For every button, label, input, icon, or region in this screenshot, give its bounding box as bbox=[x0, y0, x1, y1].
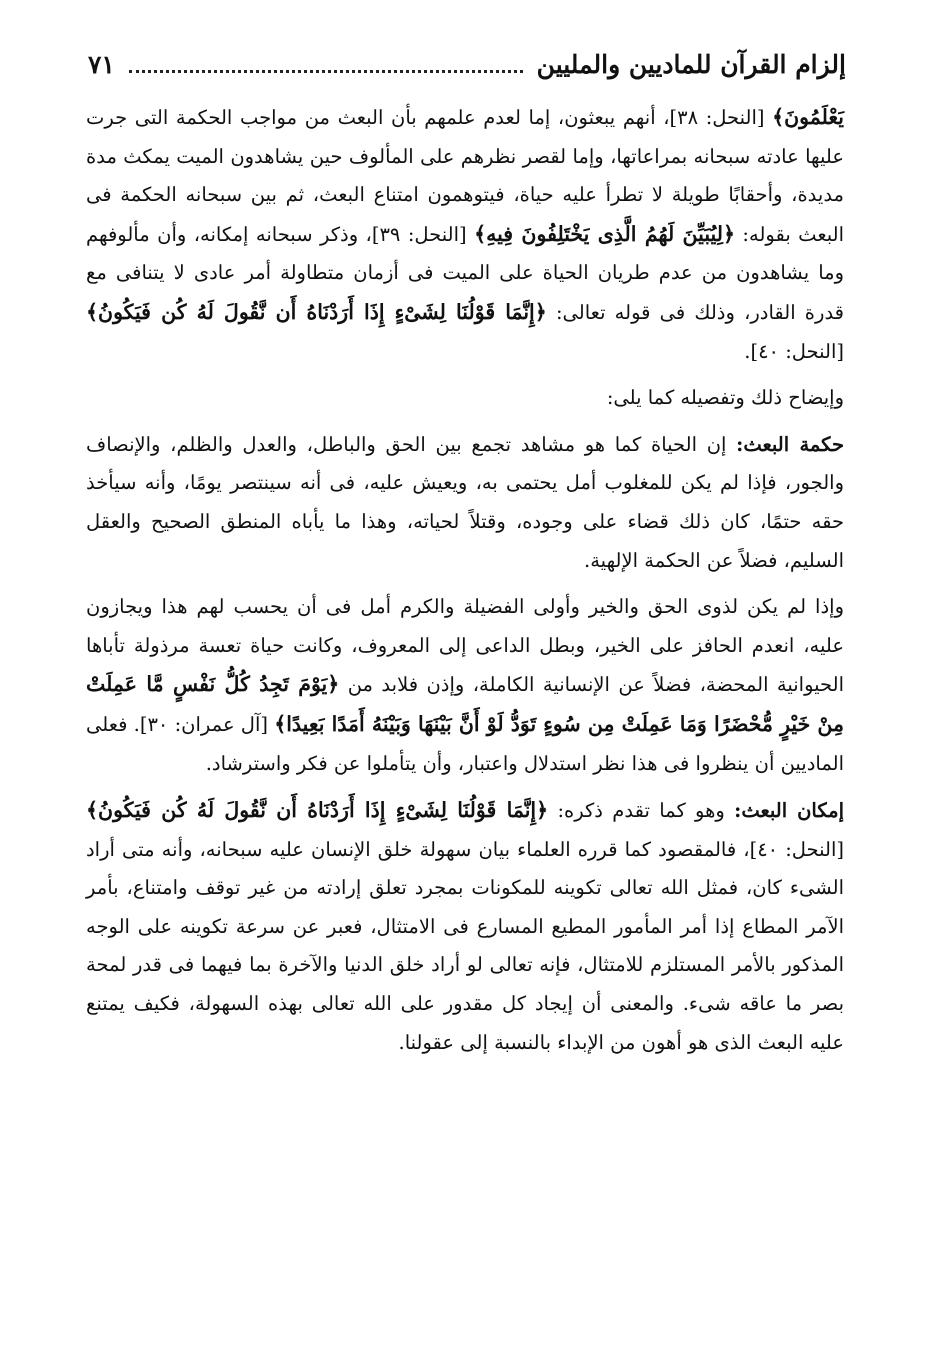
body-text bbox=[86, 98, 844, 1062]
paragraph-5 bbox=[86, 791, 844, 1062]
paragraph-4 bbox=[86, 588, 844, 783]
citation: [النحل: ٤٠]. bbox=[744, 339, 844, 363]
quran-quote: ﴿إِنَّمَا قَوْلُنَا لِشَىْءٍ إِذَا أَرَدْنَاهُ أَن نَّقُولَ لَهُ كُن فَيَكُونُ﴾ bbox=[86, 299, 547, 324]
quran-quote: ﴿يَوْمَ تَجِدُ كُلُّ نَفْسٍ مَّا عَمِلَتْ مِنْ خَيْرٍ مُّحْضَرًا وَمَا عَمِلَتْ مِن سُوءٍ تَوَدُّ لَوْ أَنَّ بَيْنَهَا وَبَيْنَهُ أَمَدًا بَعِيدًا﴾ bbox=[86, 672, 844, 736]
page-number: ٧١ bbox=[88, 49, 115, 79]
paragraph-text: [آل عمران: ٣٠]. فعلى الماديين أن ينظروا فى هذا نظر استدلال واعتبار، وأن يتأملوا عن فكر واسترشاد. bbox=[86, 712, 844, 775]
quran-quote: ﴿لِيُبَيِّنَ لَهُمُ الَّذِى يَخْتَلِفُونَ فِيهِ﴾ bbox=[474, 221, 735, 246]
page-header bbox=[88, 40, 846, 88]
quran-quote: ﴿إِنَّمَا قَوْلُنَا لِشَىْءٍ إِذَا أَرَدْنَاهُ أَن نَّقُولَ لَهُ كُن فَيَكُونُ﴾ bbox=[86, 798, 549, 823]
paragraph-1 bbox=[86, 98, 844, 371]
paragraph-text: [النحل: ٣٩]، وذكر سبحانه إمكانه، وأن مألوفهم وما يشاهدون من عدم طريان الحياة على الميت فى أزمان متطاولة أمر عادى لا يتنافى مع قدرة القادر، وذلك فى قوله تعالى: bbox=[86, 222, 845, 324]
paragraph-2 bbox=[86, 379, 844, 418]
paragraph-text: إن الحياة كما هو مشاهد تجمع بين الحق والباطل، والعدل والظلم، والإنصاف والجور، فإذا لم يكن للمغلوب أمل يحتمى به، ويعيش عليه، فى أنه سينتصر يومًا، وأنه سيأخذ حقه حتمًا، كان ذلك قضاء على وجوده، وقتلاً لحياته، وهذا ما يأباه المنطق الصحيح والعقل السليم، فضلاً عن الحكمة الإلهية. bbox=[86, 432, 844, 572]
quran-quote: يَعْلَمُونَ﴾ bbox=[772, 105, 844, 129]
paragraph-text: وهو كما تقدم ذكره: bbox=[548, 799, 735, 823]
section-term: إمكان البعث: bbox=[734, 799, 844, 823]
running-title: إلزام القرآن للماديين والمليين bbox=[536, 49, 846, 79]
paragraph-text: [النحل: ٤٠]، فالمقصود كما قرره العلماء بيان سهولة خلق الإنسان عليه سبحانه، وأنه متى أراد الشىء كان، فمثل الله تعالى تكوينه للمكونات بمجرد تعلق إرادته من غير توقف وامتناع، بأمر الآمر المطاع إذا أمر المأمور المطيع المسارع فى الامتثال، فعبر عن سرعة تكوينه على الوجه المذكور بالأمر المستلزم للامتثال، فإنه تعالى لو أراد خلق الدنيا والآخرة بما فيهما فى قدر لمحة بصر ما عاقه شىء. والمعنى أن إيجاد كل مقدور على الله تعالى بهذه السهولة، فكيف يمتنع عليه البعث الذى هو أهون من الإبداء بالنسبة إلى عقولنا. bbox=[86, 837, 845, 1054]
paragraph-3 bbox=[86, 426, 844, 580]
paragraph-text: وإيضاح ذلك وتفصيله كما يلى: bbox=[606, 386, 844, 410]
section-term: حكمة البعث: bbox=[736, 432, 845, 456]
dotted-leader bbox=[129, 70, 523, 73]
paragraph-text: وإذا لم يكن لذوى الحق والخير وأولى الفضيلة والكرم أمل فى أن يحسب لهم هذا ويجازون عليه، انعدم الحافز على الخير، وبطل الداعى إلى المعروف، وكانت حياة تعسة مرذولة تأباها الحيوانية المحضة، فضلاً عن الإنسانية الكاملة، وإذن فلابد من bbox=[86, 595, 845, 697]
paragraph-text: [النحل: ٣٨]، أنهم يبعثون، إما لعدم علمهم بأن البعث من مواجب الحكمة التى جرت عليها عادته سبحانه بمراعاتها، وإما لقصر نظرهم على المألوف حين يشاهدون الميت يمكث مدة مديدة، وأحقابًا طويلة لا تطرأ عليه حياة، فيتوهمون امتناع البعث، ثم بين سبحانه الحكمة فى البعث بقوله: bbox=[86, 106, 844, 246]
